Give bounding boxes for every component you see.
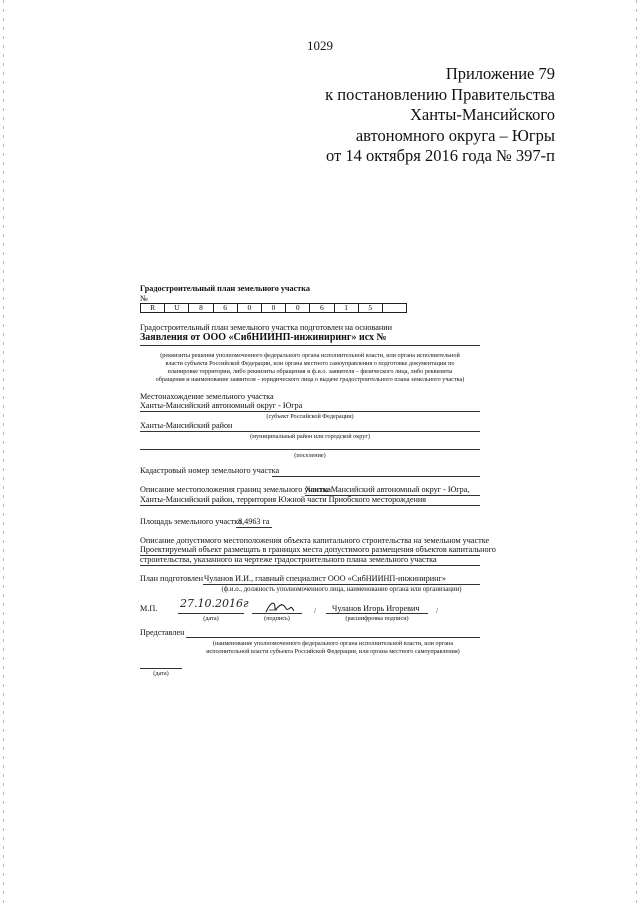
boundary-label: Описание местоположения границ земельного участка	[140, 485, 331, 494]
signature-caption: (подпись)	[264, 615, 290, 622]
area-value: 8,4963 га	[238, 517, 270, 526]
signer-caption: (расшифровка подписи)	[345, 615, 409, 622]
location-subject: Ханты-Мансийский автономный округ - Югра	[140, 401, 303, 410]
appendix-line-1: Приложение 79	[445, 64, 555, 83]
form-title: Градостроительный план земельного участка	[140, 284, 310, 293]
number-cell: 0	[237, 304, 261, 313]
area-label: Площадь земельного участка	[140, 517, 242, 526]
plan-number-grid	[140, 303, 407, 313]
appendix-line-3: Ханты-Мансийского	[409, 105, 555, 124]
signature-underline	[252, 613, 302, 614]
signer-underline	[326, 613, 428, 614]
basis-caption-4: обращения и наименование заявителя – юридического лица о выдаче градостроительного плана земельного участка)	[155, 376, 465, 383]
number-cell: 6	[310, 304, 334, 313]
page-number: 1029	[307, 38, 333, 53]
location-district-caption: (муниципальный район или городской округ)	[250, 433, 370, 440]
boundary-underline-2	[140, 505, 480, 506]
location-subject-caption: (субъект Российской Федерации)	[266, 413, 354, 420]
slash-divider: /	[314, 606, 317, 615]
date-handwritten: 27.10.2016г	[180, 597, 249, 610]
cadastral-underline	[272, 476, 480, 477]
presented-label: Представлен	[140, 628, 185, 637]
prepared-caption: (ф.и.о., должность уполномоченного лица, наименование органа или организации)	[221, 586, 462, 593]
number-cell: 0	[286, 304, 310, 313]
number-cell: 6	[213, 304, 237, 313]
prepared-underline	[203, 584, 480, 585]
allowed-value-2: строительства, указанного на чертеже градостроительного плана земельного участка	[140, 555, 437, 564]
location-label: Местонахождение земельного участка	[140, 392, 274, 401]
location-district: Ханты-Мансийский район	[140, 421, 233, 430]
mp-label: М.П.	[140, 604, 158, 613]
presented-underline	[186, 637, 480, 638]
date-underline	[178, 613, 244, 614]
location-settlement-caption: (поселение)	[294, 452, 326, 459]
location-district-underline	[140, 431, 480, 432]
basis-caption-3: планировке территории, либо реквизиты обращения и ф.и.о. заявителя – физического лица, либо реквизиты	[167, 368, 453, 375]
number-cell: R	[141, 304, 165, 313]
location-settlement-underline	[140, 449, 480, 450]
location-subject-underline	[140, 411, 480, 412]
number-cell	[382, 304, 406, 313]
number-cell: 1	[334, 304, 358, 313]
basis-caption-1: (реквизиты решения уполномоченного федерального органа исполнительной власти, или органа исполнительной	[160, 352, 460, 359]
allowed-value-1: Проектируемый объект размещать в границах места допустимого размещения объектов капитального	[140, 545, 496, 554]
number-cell: 8	[189, 304, 213, 313]
boundary-value-2: Ханты-Мансийский район, территория Южной части Приобского месторождения	[140, 495, 427, 504]
presented-caption-2: исполнительной власти субъекта Российской Федерации, или органа местного самоуправления)	[206, 648, 460, 655]
number-cell: 5	[358, 304, 382, 313]
area-underline	[236, 527, 272, 528]
number-cell: 0	[261, 304, 285, 313]
signer-name: Чуланов Игорь Игоревич	[332, 604, 420, 613]
basis-caption-2: власти субъекта Российской Федерации, или органа местного самоуправления о подготовке документации по	[165, 360, 455, 367]
number-label: №	[140, 294, 148, 303]
appendix-header	[195, 64, 555, 167]
scan-edge-right	[636, 0, 637, 905]
boundary-value-1: Ханты-Мансийский автономный округ - Югра,	[305, 485, 470, 494]
date-caption: (дата)	[203, 615, 219, 622]
basis-value: Заявления от ООО «СибНИИНП-инжиниринг» исх №	[140, 332, 387, 343]
number-cell: U	[165, 304, 189, 313]
scan-edge-left	[3, 0, 4, 905]
appendix-line-2: к постановлению Правительства	[325, 84, 555, 104]
final-date-underline	[140, 668, 182, 669]
slash-divider-end: /	[436, 606, 439, 615]
prepared-value: Чуланов И.И., главный специалист ООО «СибНИИНП-инжиниринг»	[204, 574, 446, 583]
cadastral-label: Кадастровый номер земельного участка	[140, 466, 280, 475]
appendix-line-4: автономного округа – Югры	[355, 125, 555, 145]
allowed-underline-2	[140, 565, 480, 566]
basis-underline	[140, 345, 480, 346]
prepared-label: План подготовлен	[140, 574, 204, 583]
presented-caption-1: (наименование уполномоченного федерального органа исполнительной власти, или органа	[212, 640, 454, 647]
appendix-line-5: от 14 октября 2016 года № 397-п	[325, 146, 555, 165]
allowed-label: Описание допустимого местоположения объекта капитального строительства на земельном участке	[140, 536, 490, 545]
basis-label: Градостроительный план земельного участка подготовлен на основании	[140, 323, 393, 332]
final-date-caption: (дата)	[153, 670, 169, 677]
